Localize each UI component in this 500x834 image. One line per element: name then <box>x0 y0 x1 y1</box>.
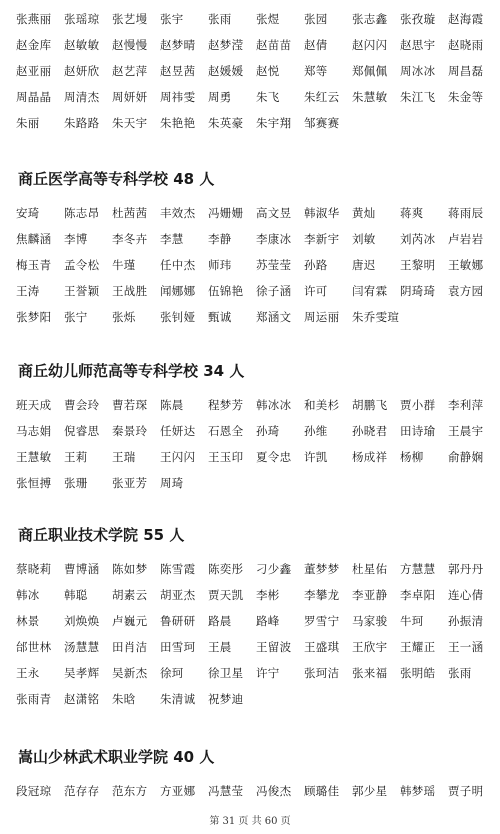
person-name: 赵梦晴 <box>160 38 196 52</box>
name-row <box>16 226 496 252</box>
person-name: 张珂洁 <box>304 666 340 680</box>
person-name: 王留波 <box>256 640 292 654</box>
name-row <box>16 278 496 304</box>
name-row <box>16 252 496 278</box>
person-name: 班天成 <box>16 398 52 412</box>
name-grid <box>16 6 496 136</box>
name-row <box>16 582 496 608</box>
person-name: 马志娟 <box>16 424 52 438</box>
person-name: 王涛 <box>16 284 40 298</box>
person-name: 李博 <box>64 232 88 246</box>
person-name: 秦景玲 <box>112 424 148 438</box>
person-name: 胡素云 <box>112 588 148 602</box>
person-name: 唐迟 <box>352 258 376 272</box>
name-row <box>16 304 496 330</box>
person-name: 孙琦 <box>256 424 280 438</box>
person-name: 顾璐佳 <box>304 784 340 798</box>
person-name: 俞静娴 <box>448 450 484 464</box>
person-name: 王瑞 <box>112 450 136 464</box>
person-name: 张艺墁 <box>112 12 148 26</box>
person-name: 石恩全 <box>208 424 244 438</box>
person-name: 赵昱茜 <box>160 64 196 78</box>
person-name: 王莉 <box>64 450 88 464</box>
person-name: 方亚娜 <box>160 784 196 798</box>
person-name: 冯慧莹 <box>208 784 244 798</box>
person-name: 朱清诚 <box>160 692 196 706</box>
person-name: 张雨 <box>448 666 472 680</box>
person-name: 方慧慧 <box>400 562 436 576</box>
person-name: 蔡晓莉 <box>16 562 52 576</box>
name-grid <box>16 778 496 804</box>
name-grid <box>16 200 496 330</box>
person-name: 胡亚杰 <box>160 588 196 602</box>
person-name: 王耀正 <box>400 640 436 654</box>
person-name: 赵思宇 <box>400 38 436 52</box>
person-name: 赵梦滢 <box>208 38 244 52</box>
name-row <box>16 470 496 496</box>
person-name: 焦麟涵 <box>16 232 52 246</box>
name-row <box>16 392 496 418</box>
person-name: 李彬 <box>256 588 280 602</box>
person-name: 赵苗苗 <box>256 38 292 52</box>
person-name: 朱红云 <box>304 90 340 104</box>
person-name: 周昌磊 <box>448 64 484 78</box>
person-name: 赵媛媛 <box>208 64 244 78</box>
person-name: 赵亚丽 <box>16 64 52 78</box>
person-name: 田肖洁 <box>112 640 148 654</box>
person-name: 周勇 <box>208 90 232 104</box>
person-name: 胡鹏飞 <box>352 398 388 412</box>
person-name: 赵海霞 <box>448 12 484 26</box>
person-name: 贾子明 <box>448 784 484 798</box>
person-name: 夏令忠 <box>256 450 292 464</box>
person-name: 杜星佑 <box>352 562 388 576</box>
person-name: 陈志昂 <box>64 206 100 220</box>
name-row <box>16 110 496 136</box>
person-name: 张宇 <box>160 12 184 26</box>
person-name: 甄诚 <box>208 310 232 324</box>
name-row <box>16 660 496 686</box>
section-heading: 嵩山少林武术职业学院 40 人 <box>18 748 215 766</box>
person-name: 韩淑华 <box>304 206 340 220</box>
person-name: 袁方园 <box>448 284 484 298</box>
person-name: 张钊娅 <box>160 310 196 324</box>
person-name: 张亚芳 <box>112 476 148 490</box>
person-name: 苏莹莹 <box>256 258 292 272</box>
name-row <box>16 6 496 32</box>
person-name: 许凯 <box>304 450 328 464</box>
person-name: 郭少星 <box>352 784 388 798</box>
person-name: 路晨 <box>208 614 232 628</box>
person-name: 孙晓君 <box>352 424 388 438</box>
section-heading: 商丘幼儿师范高等专科学校 34 人 <box>18 362 245 380</box>
person-name: 王欣宇 <box>352 640 388 654</box>
person-name: 杜茜茜 <box>112 206 148 220</box>
person-name: 闫宥霖 <box>352 284 388 298</box>
person-name: 杨成祥 <box>352 450 388 464</box>
name-grid <box>16 392 496 496</box>
name-row <box>16 200 496 226</box>
person-name: 赵倩 <box>304 38 328 52</box>
person-name: 朱金等 <box>448 90 484 104</box>
person-name: 李冬卉 <box>112 232 148 246</box>
person-name: 马家骏 <box>352 614 388 628</box>
person-name: 倪睿思 <box>64 424 100 438</box>
person-name: 曹若琛 <box>112 398 148 412</box>
person-name: 师玮 <box>208 258 232 272</box>
person-name: 郑涵文 <box>256 310 292 324</box>
person-name: 黄灿 <box>352 206 376 220</box>
person-name: 蒋爽 <box>400 206 424 220</box>
person-name: 孙路 <box>304 258 328 272</box>
person-name: 任中杰 <box>160 258 196 272</box>
person-name: 刘敏 <box>352 232 376 246</box>
person-name: 张雨 <box>208 12 232 26</box>
person-name: 李静 <box>208 232 232 246</box>
person-name: 安琦 <box>16 206 40 220</box>
person-name: 赵敏敏 <box>64 38 100 52</box>
person-name: 朱丽 <box>16 116 40 130</box>
person-name: 徐子涵 <box>256 284 292 298</box>
name-row <box>16 444 496 470</box>
person-name: 卢岩岩 <box>448 232 484 246</box>
name-row <box>16 58 496 84</box>
person-name: 曹博涵 <box>64 562 100 576</box>
person-name: 张志鑫 <box>352 12 388 26</box>
person-name: 王一涵 <box>448 640 484 654</box>
person-name: 王晨宇 <box>448 424 484 438</box>
person-name: 阴琦琦 <box>400 284 436 298</box>
person-name: 王玉印 <box>208 450 244 464</box>
person-name: 周清杰 <box>64 90 100 104</box>
person-name: 赵金库 <box>16 38 52 52</box>
person-name: 李卓阳 <box>400 588 436 602</box>
person-name: 任妍达 <box>160 424 196 438</box>
person-name: 段冠琼 <box>16 784 52 798</box>
person-name: 张梦阳 <box>16 310 52 324</box>
person-name: 张宁 <box>64 310 88 324</box>
person-name: 牛瑾 <box>112 258 136 272</box>
person-name: 祝梦迪 <box>208 692 244 706</box>
person-name: 路峰 <box>256 614 280 628</box>
person-name: 汤慧慧 <box>64 640 100 654</box>
name-row <box>16 608 496 634</box>
person-name: 贾天凯 <box>208 588 244 602</box>
person-name: 朱宇翔 <box>256 116 292 130</box>
name-row <box>16 556 496 582</box>
person-name: 邰世林 <box>16 640 52 654</box>
person-name: 朱飞 <box>256 90 280 104</box>
name-row <box>16 686 496 712</box>
name-row <box>16 32 496 58</box>
person-name: 王誉颖 <box>64 284 100 298</box>
person-name: 鲁研研 <box>160 614 196 628</box>
person-name: 卢巍元 <box>112 614 148 628</box>
person-name: 孟令松 <box>64 258 100 272</box>
person-name: 郑等 <box>304 64 328 78</box>
person-name: 张瑶琼 <box>64 12 100 26</box>
person-name: 李康冰 <box>256 232 292 246</box>
person-name: 赵悦 <box>256 64 280 78</box>
name-row <box>16 634 496 660</box>
person-name: 王闪闪 <box>160 450 196 464</box>
person-name: 周祎雯 <box>160 90 196 104</box>
person-name: 朱晗 <box>112 692 136 706</box>
person-name: 李攀龙 <box>304 588 340 602</box>
person-name: 韩聪 <box>64 588 88 602</box>
person-name: 梅玉青 <box>16 258 52 272</box>
person-name: 罗雪宁 <box>304 614 340 628</box>
person-name: 张烁 <box>112 310 136 324</box>
person-name: 张园 <box>304 12 328 26</box>
person-name: 张雨青 <box>16 692 52 706</box>
person-name: 周晶晶 <box>16 90 52 104</box>
person-name: 赵艺萍 <box>112 64 148 78</box>
person-name: 牛珂 <box>400 614 424 628</box>
person-name: 李亚静 <box>352 588 388 602</box>
person-name: 杨柳 <box>400 450 424 464</box>
person-name: 刘焕焕 <box>64 614 100 628</box>
person-name: 邹赛赛 <box>304 116 340 130</box>
person-name: 朱路路 <box>64 116 100 130</box>
person-name: 李慧 <box>160 232 184 246</box>
person-name: 徐卫星 <box>208 666 244 680</box>
person-name: 王慧敏 <box>16 450 52 464</box>
person-name: 闻娜娜 <box>160 284 196 298</box>
person-name: 朱乔雯瑄 <box>352 310 400 324</box>
person-name: 张珊 <box>64 476 88 490</box>
person-name: 陈奕彤 <box>208 562 244 576</box>
person-name: 王永 <box>16 666 40 680</box>
person-name: 许可 <box>304 284 328 298</box>
name-grid <box>16 556 496 712</box>
name-row <box>16 418 496 444</box>
person-name: 赵晓雨 <box>448 38 484 52</box>
person-name: 和美杉 <box>304 398 340 412</box>
person-name: 韩冰冰 <box>256 398 292 412</box>
person-name: 曹会玲 <box>64 398 100 412</box>
person-name: 徐珂 <box>160 666 184 680</box>
person-name: 冯姗姗 <box>208 206 244 220</box>
person-name: 张来福 <box>352 666 388 680</box>
person-name: 赵闪闪 <box>352 38 388 52</box>
person-name: 张孜璇 <box>400 12 436 26</box>
person-name: 范东方 <box>112 784 148 798</box>
person-name: 周琦 <box>160 476 184 490</box>
person-name: 孙振清 <box>448 614 484 628</box>
person-name: 孙维 <box>304 424 328 438</box>
name-row <box>16 778 496 804</box>
person-name: 范存存 <box>64 784 100 798</box>
person-name: 韩梦瑶 <box>400 784 436 798</box>
person-name: 王盛琪 <box>304 640 340 654</box>
person-name: 朱艳艳 <box>160 116 196 130</box>
person-name: 高文昱 <box>256 206 292 220</box>
person-name: 陈雪霞 <box>160 562 196 576</box>
person-name: 周运丽 <box>304 310 340 324</box>
person-name: 蒋雨辰 <box>448 206 484 220</box>
section-heading: 商丘医学高等专科学校 48 人 <box>18 170 215 188</box>
person-name: 王敏娜 <box>448 258 484 272</box>
person-name: 冯俊杰 <box>256 784 292 798</box>
person-name: 张明皓 <box>400 666 436 680</box>
section-heading: 商丘职业技术学院 55 人 <box>18 526 185 544</box>
person-name: 伍锦艳 <box>208 284 244 298</box>
person-name: 张燕丽 <box>16 12 52 26</box>
person-name: 赵妍欣 <box>64 64 100 78</box>
person-name: 周冰冰 <box>400 64 436 78</box>
person-name: 王战胜 <box>112 284 148 298</box>
person-name: 林景 <box>16 614 40 628</box>
person-name: 贾小群 <box>400 398 436 412</box>
person-name: 张煜 <box>256 12 280 26</box>
person-name: 程梦芳 <box>208 398 244 412</box>
person-name: 赵潇铭 <box>64 692 100 706</box>
person-name: 朱英豪 <box>208 116 244 130</box>
person-name: 吴新杰 <box>112 666 148 680</box>
person-name: 田诗瑜 <box>400 424 436 438</box>
person-name: 陈晨 <box>160 398 184 412</box>
person-name: 朱慧敏 <box>352 90 388 104</box>
name-row <box>16 84 496 110</box>
person-name: 李利萍 <box>448 398 484 412</box>
person-name: 赵慢慢 <box>112 38 148 52</box>
person-name: 陈如梦 <box>112 562 148 576</box>
person-name: 王晨 <box>208 640 232 654</box>
person-name: 刁少鑫 <box>256 562 292 576</box>
person-name: 朱天宇 <box>112 116 148 130</box>
person-name: 王黎明 <box>400 258 436 272</box>
person-name: 连心倩 <box>448 588 484 602</box>
person-name: 吴孝辉 <box>64 666 100 680</box>
person-name: 郑佩佩 <box>352 64 388 78</box>
person-name: 张恒搏 <box>16 476 52 490</box>
person-name: 李新宇 <box>304 232 340 246</box>
person-name: 郭丹丹 <box>448 562 484 576</box>
page-footer: 第 31 页 共 60 页 <box>209 816 291 827</box>
person-name: 董梦梦 <box>304 562 340 576</box>
person-name: 韩冰 <box>16 588 40 602</box>
person-name: 许宁 <box>256 666 280 680</box>
person-name: 丰效杰 <box>160 206 196 220</box>
person-name: 田雪珂 <box>160 640 196 654</box>
person-name: 朱江飞 <box>400 90 436 104</box>
person-name: 周妍妍 <box>112 90 148 104</box>
person-name: 刘芮冰 <box>400 232 436 246</box>
